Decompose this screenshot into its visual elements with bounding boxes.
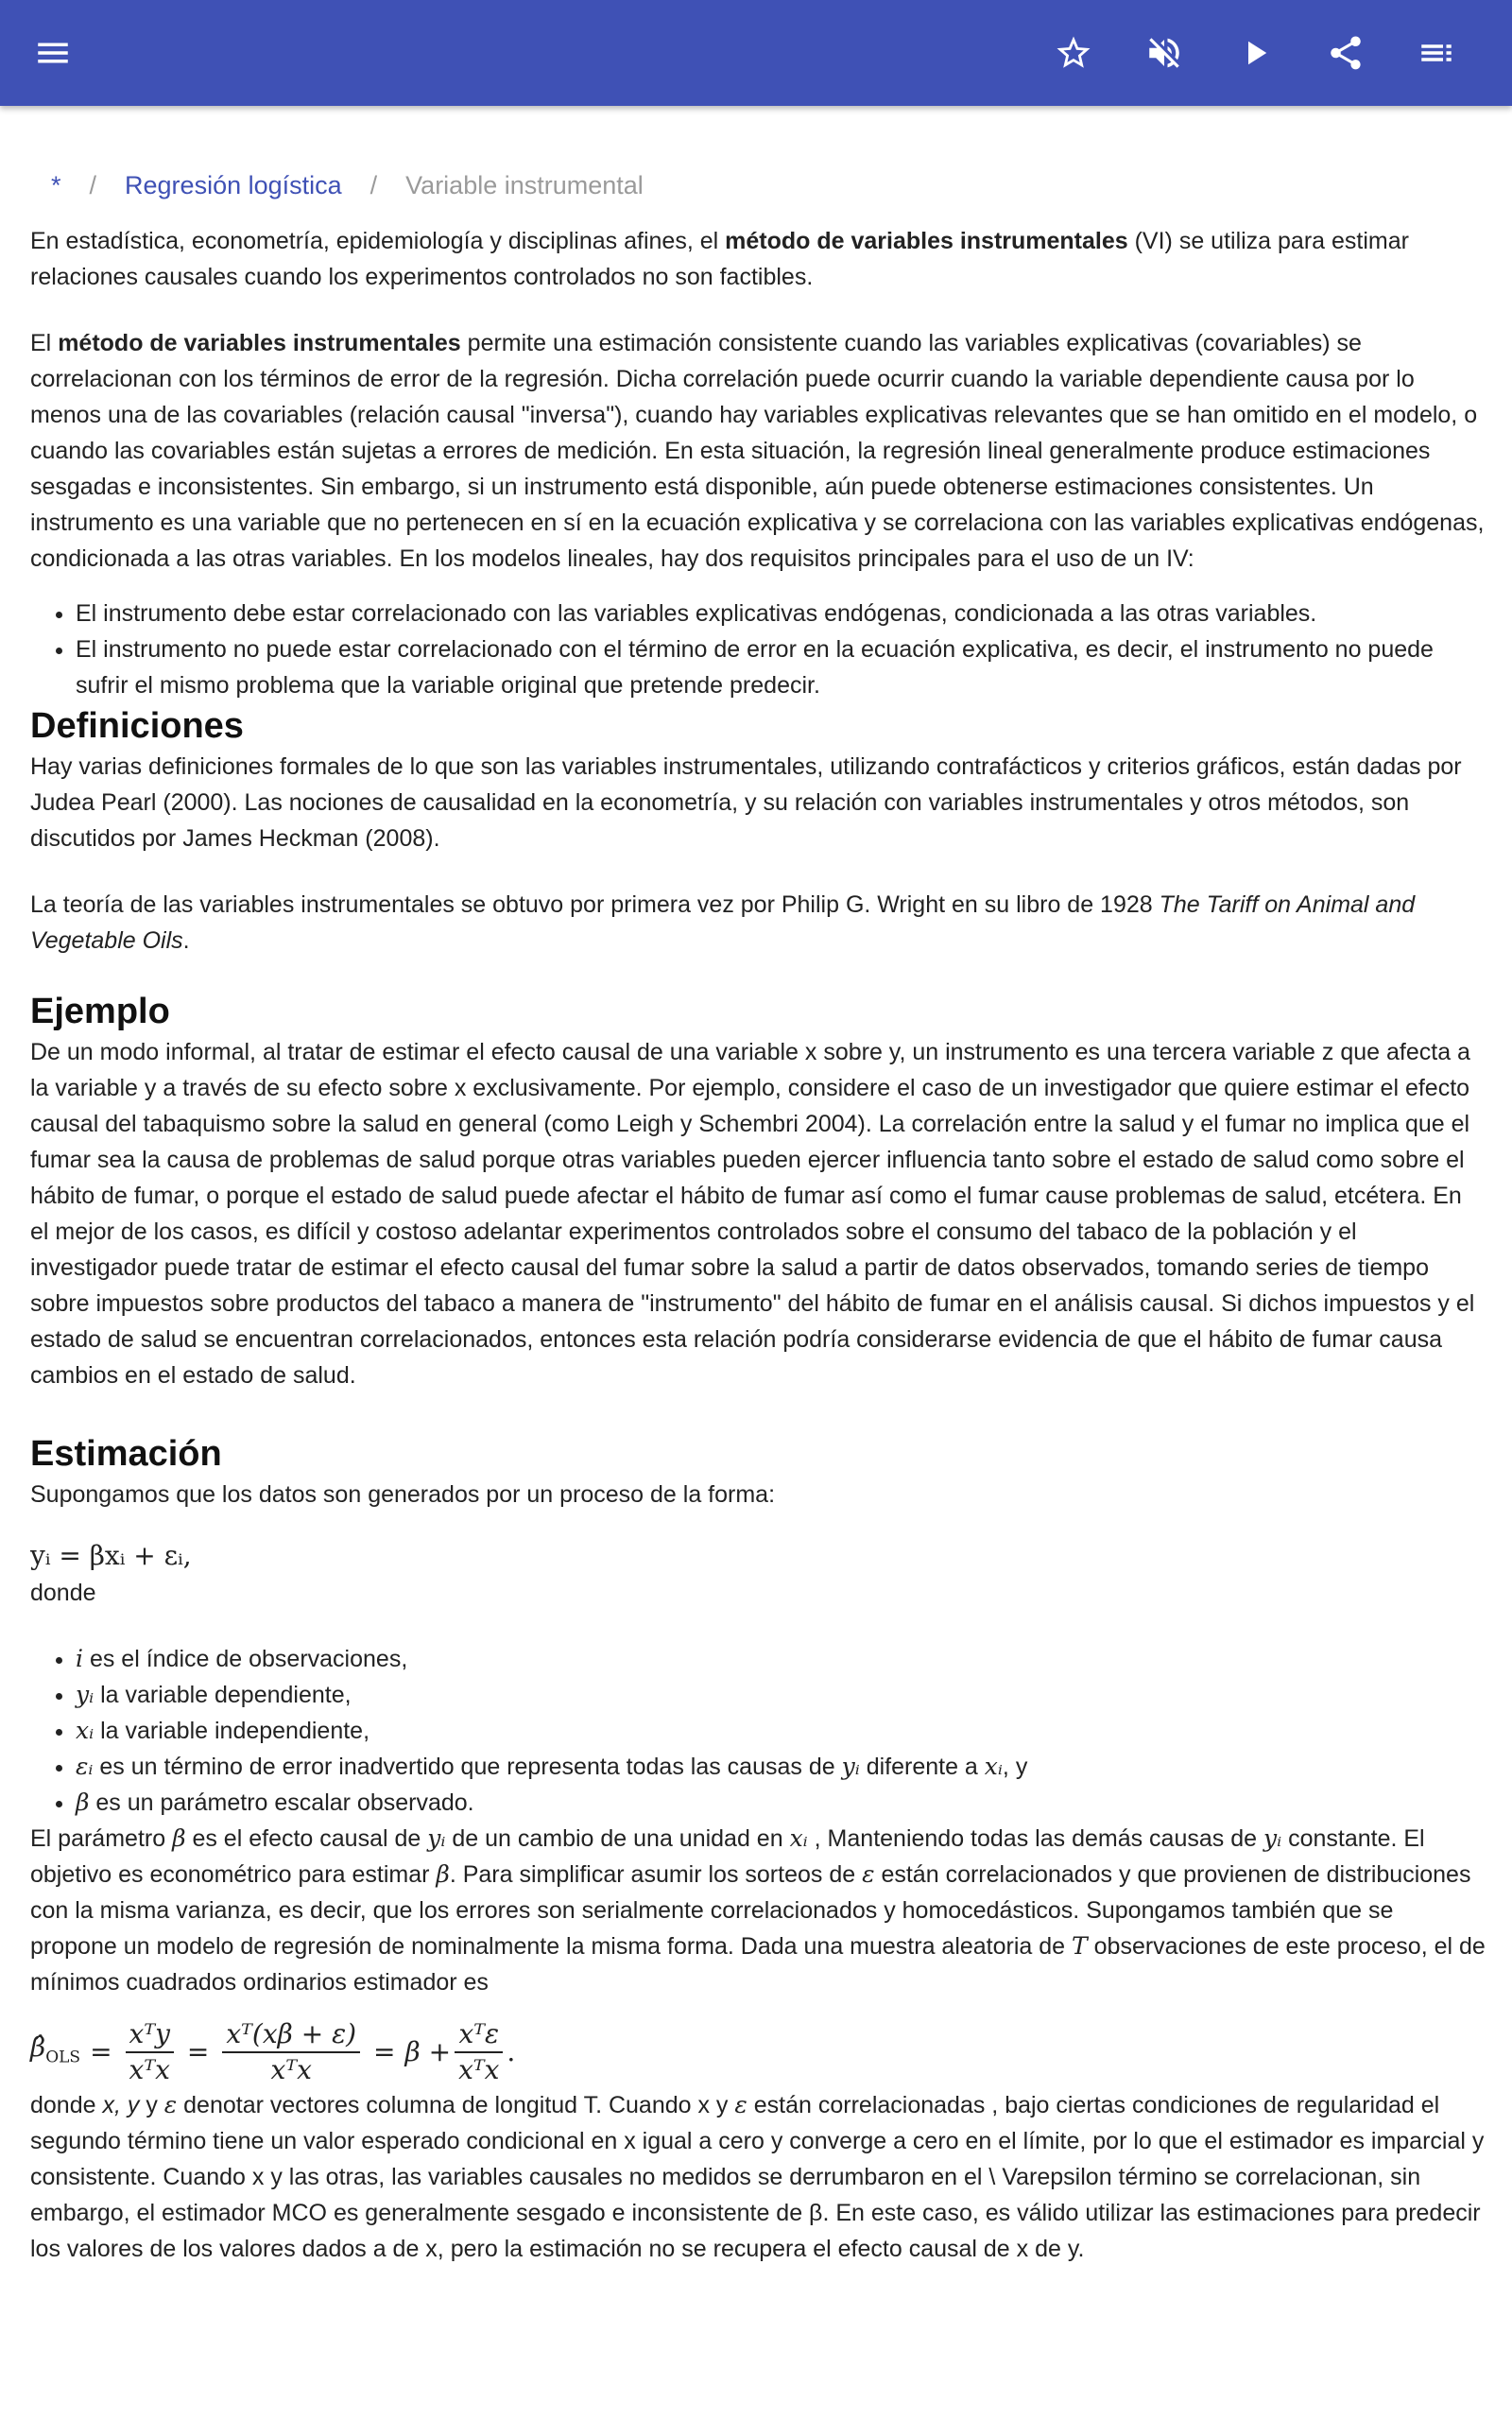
text: constante. El objetivo es econométrico para estimar	[30, 1825, 1425, 1888]
breadcrumb-separator: /	[89, 171, 97, 199]
requirements-list	[30, 596, 1486, 703]
text: y	[139, 2092, 164, 2118]
math-symbol: ε	[163, 2091, 178, 2118]
equation-model: yᵢ = βxᵢ + εᵢ,	[30, 1540, 192, 1571]
breadcrumb-root[interactable]: *	[51, 171, 61, 199]
section-heading-estimacion: Estimación	[30, 1434, 222, 1474]
menu-icon	[33, 33, 73, 73]
text: observaciones de este proceso, el de mínimos cuadrados ordinarios estimador es	[30, 1933, 1486, 1996]
book-title: The Tariff on Animal and Vegetable Oils	[30, 891, 1416, 954]
equals-sign: =	[186, 2036, 210, 2067]
favorite-button[interactable]	[1047, 26, 1100, 79]
section-heading-ejemplo: Ejemplo	[30, 992, 170, 1031]
toc-button[interactable]	[1410, 26, 1463, 79]
math-symbol: yᵢ	[427, 1824, 446, 1852]
equation-ols-estimator	[30, 2017, 1486, 2087]
list-item	[76, 1749, 1486, 1785]
numerator: xᵀy	[126, 2017, 174, 2053]
estimacion-paragraph-3	[30, 2087, 1486, 2267]
subscript: OLS	[45, 2048, 81, 2067]
math-symbol: T	[1072, 1932, 1088, 1960]
star-outline-icon	[1054, 33, 1093, 73]
math-term: β +	[404, 2036, 452, 2067]
math-symbol: xᵢ	[789, 1824, 808, 1852]
math-symbol: β	[436, 1860, 450, 1888]
math-symbol: i	[76, 1645, 83, 1672]
menu-button[interactable]	[26, 26, 79, 79]
breadcrumb-current: Variable instrumental	[405, 171, 644, 199]
math-symbol: εᵢ	[76, 1753, 94, 1780]
math-symbol: yᵢ	[76, 1681, 94, 1708]
intro-paragraph-1	[30, 223, 1486, 295]
text: donde	[30, 2092, 103, 2118]
list-item	[76, 1785, 1486, 1821]
denominator: xᵀx	[129, 2054, 170, 2085]
text: El	[30, 330, 59, 356]
intro-paragraph-2	[30, 325, 1486, 577]
term-bold: método de variables instrumentales	[725, 228, 1128, 254]
fraction	[455, 2017, 503, 2087]
denominator: xᵀx	[458, 2054, 500, 2085]
donde-label: donde	[30, 1580, 96, 1606]
definiciones-paragraph-2	[30, 887, 1486, 959]
estimator-symbol	[30, 2030, 80, 2076]
text: (VI) se utiliza para estimar relaciones causales cuando los experimentos controlados no son factibles.	[30, 228, 1409, 290]
math-symbol: xᵢ	[76, 1717, 94, 1744]
fraction	[222, 2017, 360, 2087]
text: . Para simplificar asumir los sorteos de	[449, 1861, 863, 1888]
math-symbol: β	[172, 1824, 186, 1852]
text: El parámetro	[30, 1825, 173, 1852]
math-symbol: yᵢ	[1263, 1824, 1282, 1852]
text: de un cambio de una unidad en	[445, 1825, 790, 1852]
variables-list	[30, 1641, 1486, 1821]
denominator: xᵀx	[270, 2054, 312, 2085]
list-item	[76, 1641, 1486, 1677]
math-symbol: x, y	[102, 2092, 140, 2118]
estimacion-paragraph-2	[30, 1821, 1486, 2000]
fraction	[126, 2017, 174, 2087]
mute-button[interactable]	[1138, 26, 1191, 79]
list-item	[76, 1713, 1486, 1749]
equals-sign: =	[373, 2036, 396, 2067]
math-symbol: yᵢ	[841, 1753, 860, 1780]
equals-sign: =	[90, 2036, 112, 2067]
math-symbol: ε	[862, 1860, 875, 1888]
text: denotar vectores columna de longitud T. Cuando x y	[177, 2092, 735, 2118]
numerator: xᵀε	[455, 2017, 503, 2053]
math-symbol: xᵢ	[984, 1753, 1003, 1780]
play-icon	[1235, 33, 1275, 73]
text: diferente a	[859, 1754, 985, 1780]
definiciones-paragraph-1: Hay varias definiciones formales de lo que son las variables instrumentales, utilizando contrafácticos y criterios gráficos, están dadas por Judea Pearl (2000). Las nociones de causalidad en la econometría, y su relación con variables instrumentales y otros métodos, son discutidos por James Heckman (2008).	[30, 753, 1462, 852]
breadcrumb-separator: /	[369, 171, 378, 199]
estimacion-paragraph-1: Supongamos que los datos son generados por un proceso de la forma:	[30, 1481, 776, 1508]
text: es el efecto causal de	[185, 1825, 428, 1852]
section-heading-definiciones: Definiciones	[30, 706, 244, 746]
text: es el índice de observaciones,	[83, 1646, 408, 1672]
breadcrumb	[51, 166, 1486, 204]
math-symbol: ε	[734, 2091, 747, 2118]
text: En estadística, econometría, epidemiología y disciplinas afines, el	[30, 228, 726, 254]
math-symbol: β	[76, 1789, 90, 1816]
text: están correlacionados y que provienen de distribuciones con la misma varianza, es decir, que los errores son serialmente correlacionados y homocedásticos. Supongamos también que se propone un modelo de regresión de nominalmente la misma forma. Dada una muestra aleatoria de	[30, 1861, 1471, 1960]
period: .	[507, 2036, 516, 2067]
text: es un término de error inadvertido que representa todas las causas de	[93, 1754, 842, 1780]
list-icon	[1417, 33, 1456, 73]
app-bar	[0, 0, 1512, 106]
play-button[interactable]	[1228, 26, 1281, 79]
text: la variable independiente,	[94, 1718, 370, 1744]
list-item	[76, 1677, 1486, 1713]
text: es un parámetro escalar observado.	[89, 1789, 474, 1816]
text: , y	[1002, 1754, 1028, 1780]
text: .	[182, 927, 190, 954]
list-item: • El instrumento debe estar correlacionado con las variables explicativas endógenas, condicionada a las otras variables.	[76, 596, 1486, 631]
math-symbol: β̂	[30, 2031, 46, 2063]
list-item: • El instrumento no puede estar correlacionado con el término de error en la ecuación explicativa, es decir, el instrumento no puede sufrir el mismo problema que la variable original que pretende predecir.	[76, 631, 1486, 703]
ejemplo-paragraph: De un modo informal, al tratar de estimar el efecto causal de una variable x sobre y, un instrumento es una tercera variable z que afecta a la variable y a través de su efecto sobre x exclusivamente. Por ejemplo, considere el caso de un investigador que quiere estimar el efecto causal del tabaquismo sobre la salud en general (como Leigh y Schembri 2004). La correlación entre la salud y el fumar no implica que el fumar sea la causa de problemas de salud porque otras variables pueden ejercer influencia tanto sobre el estado de salud como sobre el hábito de fumar, o porque el estado de salud puede afectar el hábito de fumar así como el fumar cause problemas de salud, etcétera. En el mejor de los casos, es difícil y costoso adelantar experimentos controlados sobre el consumo del tabaco de la población y el investigador puede tratar de estimar el efecto causal del fumar sobre la salud a partir de datos observados, tomando series de tiempo sobre impuestos sobre productos del tabaco a manera de "instrumento" del hábito de fumar en el análisis causal. Si dichos impuestos y el estado de salud se encuentran correlacionados, entonces esta relación podría considerarse evidencia de que el hábito de fumar causa cambios en el estado de salud.	[30, 1039, 1475, 1389]
share-button[interactable]	[1319, 26, 1372, 79]
text: están correlacionadas , bajo ciertas condiciones de regularidad el segundo término tiene un valor esperado condicional en x igual a cero y converge a cero en el límite, por lo que el estimador es imparcial y consistente. Cuando x y las otras, las variables causales no medidos se derrumbaron en el \ Varepsilon término se correlacionan, sin embargo, el estimador MCO es generalmente sesgado e inconsistente de β. En este caso, es válido utilizar las estimaciones para predecir los valores de los valores dados a de x, pero la estimación no se recupera el efecto causal de x de y.	[30, 2092, 1485, 2262]
text: La teoría de las variables instrumentales se obtuvo por primera vez por Philip G. Wright en su libro de 1928	[30, 891, 1160, 918]
breadcrumb-parent[interactable]: Regresión logística	[125, 171, 342, 199]
numerator: xᵀ(xβ + ε)	[222, 2017, 360, 2053]
article	[30, 142, 1486, 2297]
text: la variable dependiente,	[94, 1682, 352, 1708]
text: permite una estimación consistente cuando las variables explicativas (covariables) se correlacionan con los términos de error de la regresión. Dicha correlación puede ocurrir cuando la variable dependiente causa por lo menos una de las covariables (relación causal "inversa"), cuando hay variables explicativas relevantes que se han omitido en el modelo, o cuando las covariables están sujetas a errores de medición. En esta situación, la regresión lineal generalmente produce estimaciones sesgadas e inconsistentes. Sin embargo, si un instrumento está disponible, aún puede obtenerse estimaciones consistentes. Un instrumento es una variable que no pertenecen en sí en la ecuación explicativa y se correlaciona con las variables explicativas endógenas, condicionada a las otras variables. En los modelos lineales, hay dos requisitos principales para el uso de un IV:	[30, 330, 1485, 572]
share-icon	[1326, 33, 1366, 73]
text: , Manteniendo todas las demás causas de	[807, 1825, 1263, 1852]
term-bold: método de variables instrumentales	[58, 330, 461, 356]
volume-off-icon	[1144, 33, 1184, 73]
